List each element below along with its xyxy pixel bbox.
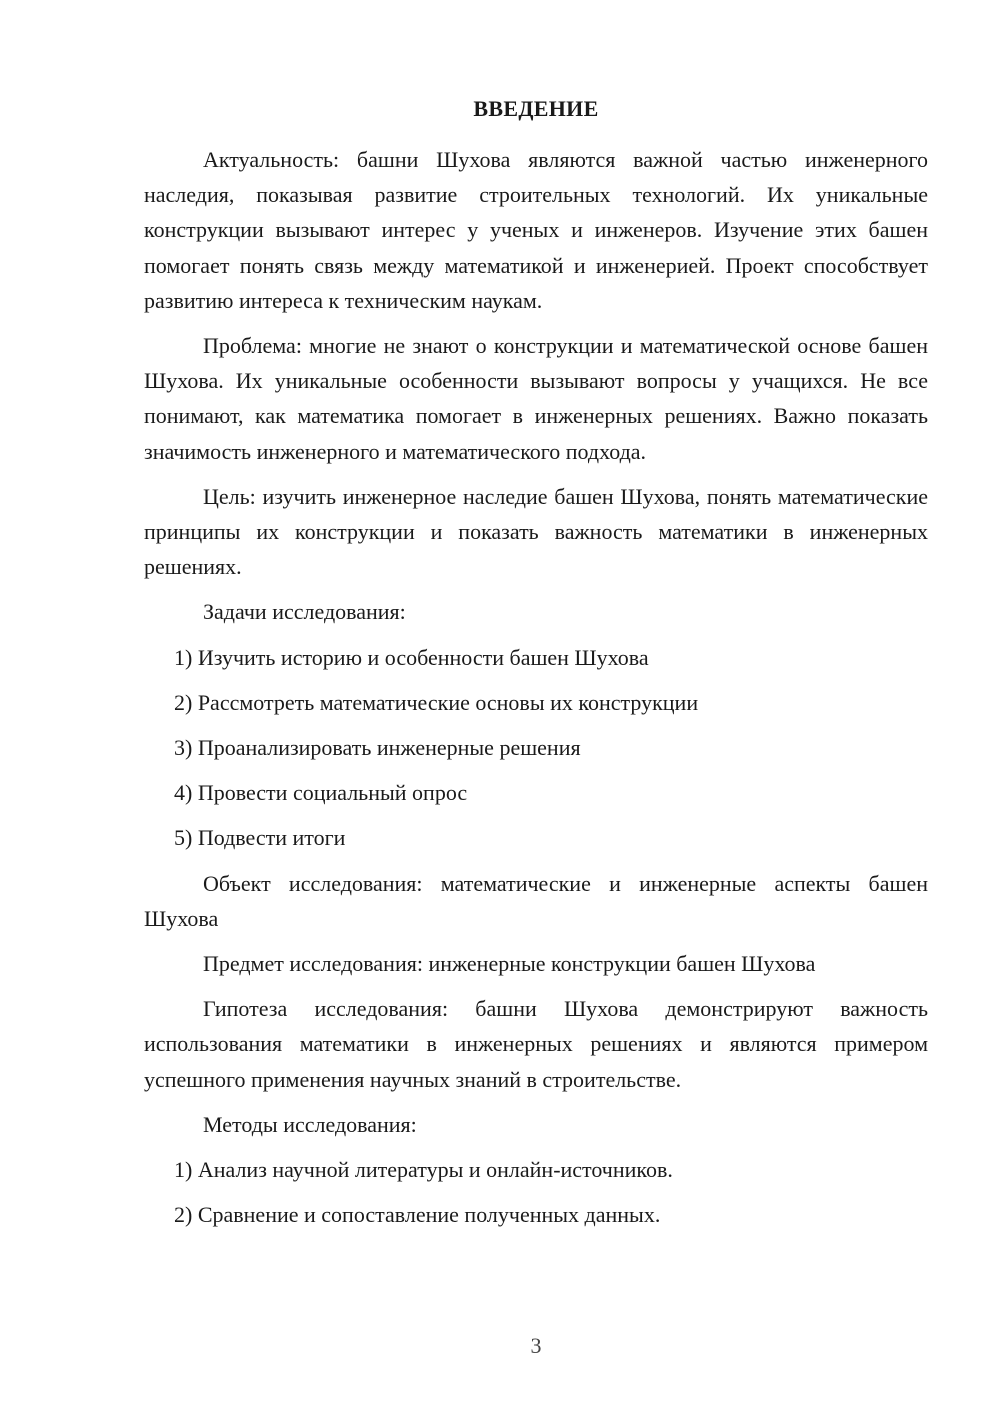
problem-paragraph: Проблема: многие не знают о конструкции и математической основе башен Шухова. Их уникальные особенности вызывают вопросы у учащихся. Не все понимают, как математика помогает в инженерных решениях. Важно показать значимость инженерного и математического подхода. — [144, 333, 928, 464]
task-item: 5) Подвести итоги — [174, 825, 346, 851]
object-paragraph: Объект исследования: математические и инженерные аспекты башен Шухова — [144, 870, 928, 931]
page-number: 3 — [530, 1333, 542, 1358]
task-item: 4) Провести социальный опрос — [174, 780, 468, 806]
goal-paragraph: Цель: изучить инженерное наследие башен Шухова, понять математические принципы их конструкции и показать важность математики в инженерных решениях. — [144, 483, 928, 580]
subject-paragraph: Предмет исследования: инженерные конструкции башен Шухова — [203, 951, 816, 977]
relevance-paragraph: Актуальность: башни Шухова являются важной частью инженерного наследия, показывая развитие строительных технологий. Их уникальные конструкции вызывают интерес у ученых и инженеров. Изучение этих башен помогает понять связь между математикой и инженерией. Проект способствует развитию интереса к техническим наукам. — [144, 147, 928, 313]
section-heading: ВВЕДЕНИЕ — [473, 96, 599, 121]
method-item: 1) Анализ научной литературы и онлайн-источников. — [174, 1157, 673, 1183]
task-item: 1) Изучить историю и особенности башен Шухова — [174, 644, 649, 670]
task-item: 2) Рассмотреть математические основы их конструкции — [174, 689, 699, 715]
task-item: 3) Проанализировать инженерные решения — [174, 735, 581, 761]
methods-title: Методы исследования: — [203, 1111, 417, 1137]
tasks-title: Задачи исследования: — [203, 599, 406, 625]
method-item: 2) Сравнение и сопоставление полученных данных. — [174, 1202, 661, 1228]
document-body — [144, 142, 928, 1242]
hypothesis-paragraph: Гипотеза исследования: башни Шухова демонстрируют важность использования математики в инженерных решениях и являются примером успешного применения научных знаний в строительстве. — [144, 996, 928, 1092]
